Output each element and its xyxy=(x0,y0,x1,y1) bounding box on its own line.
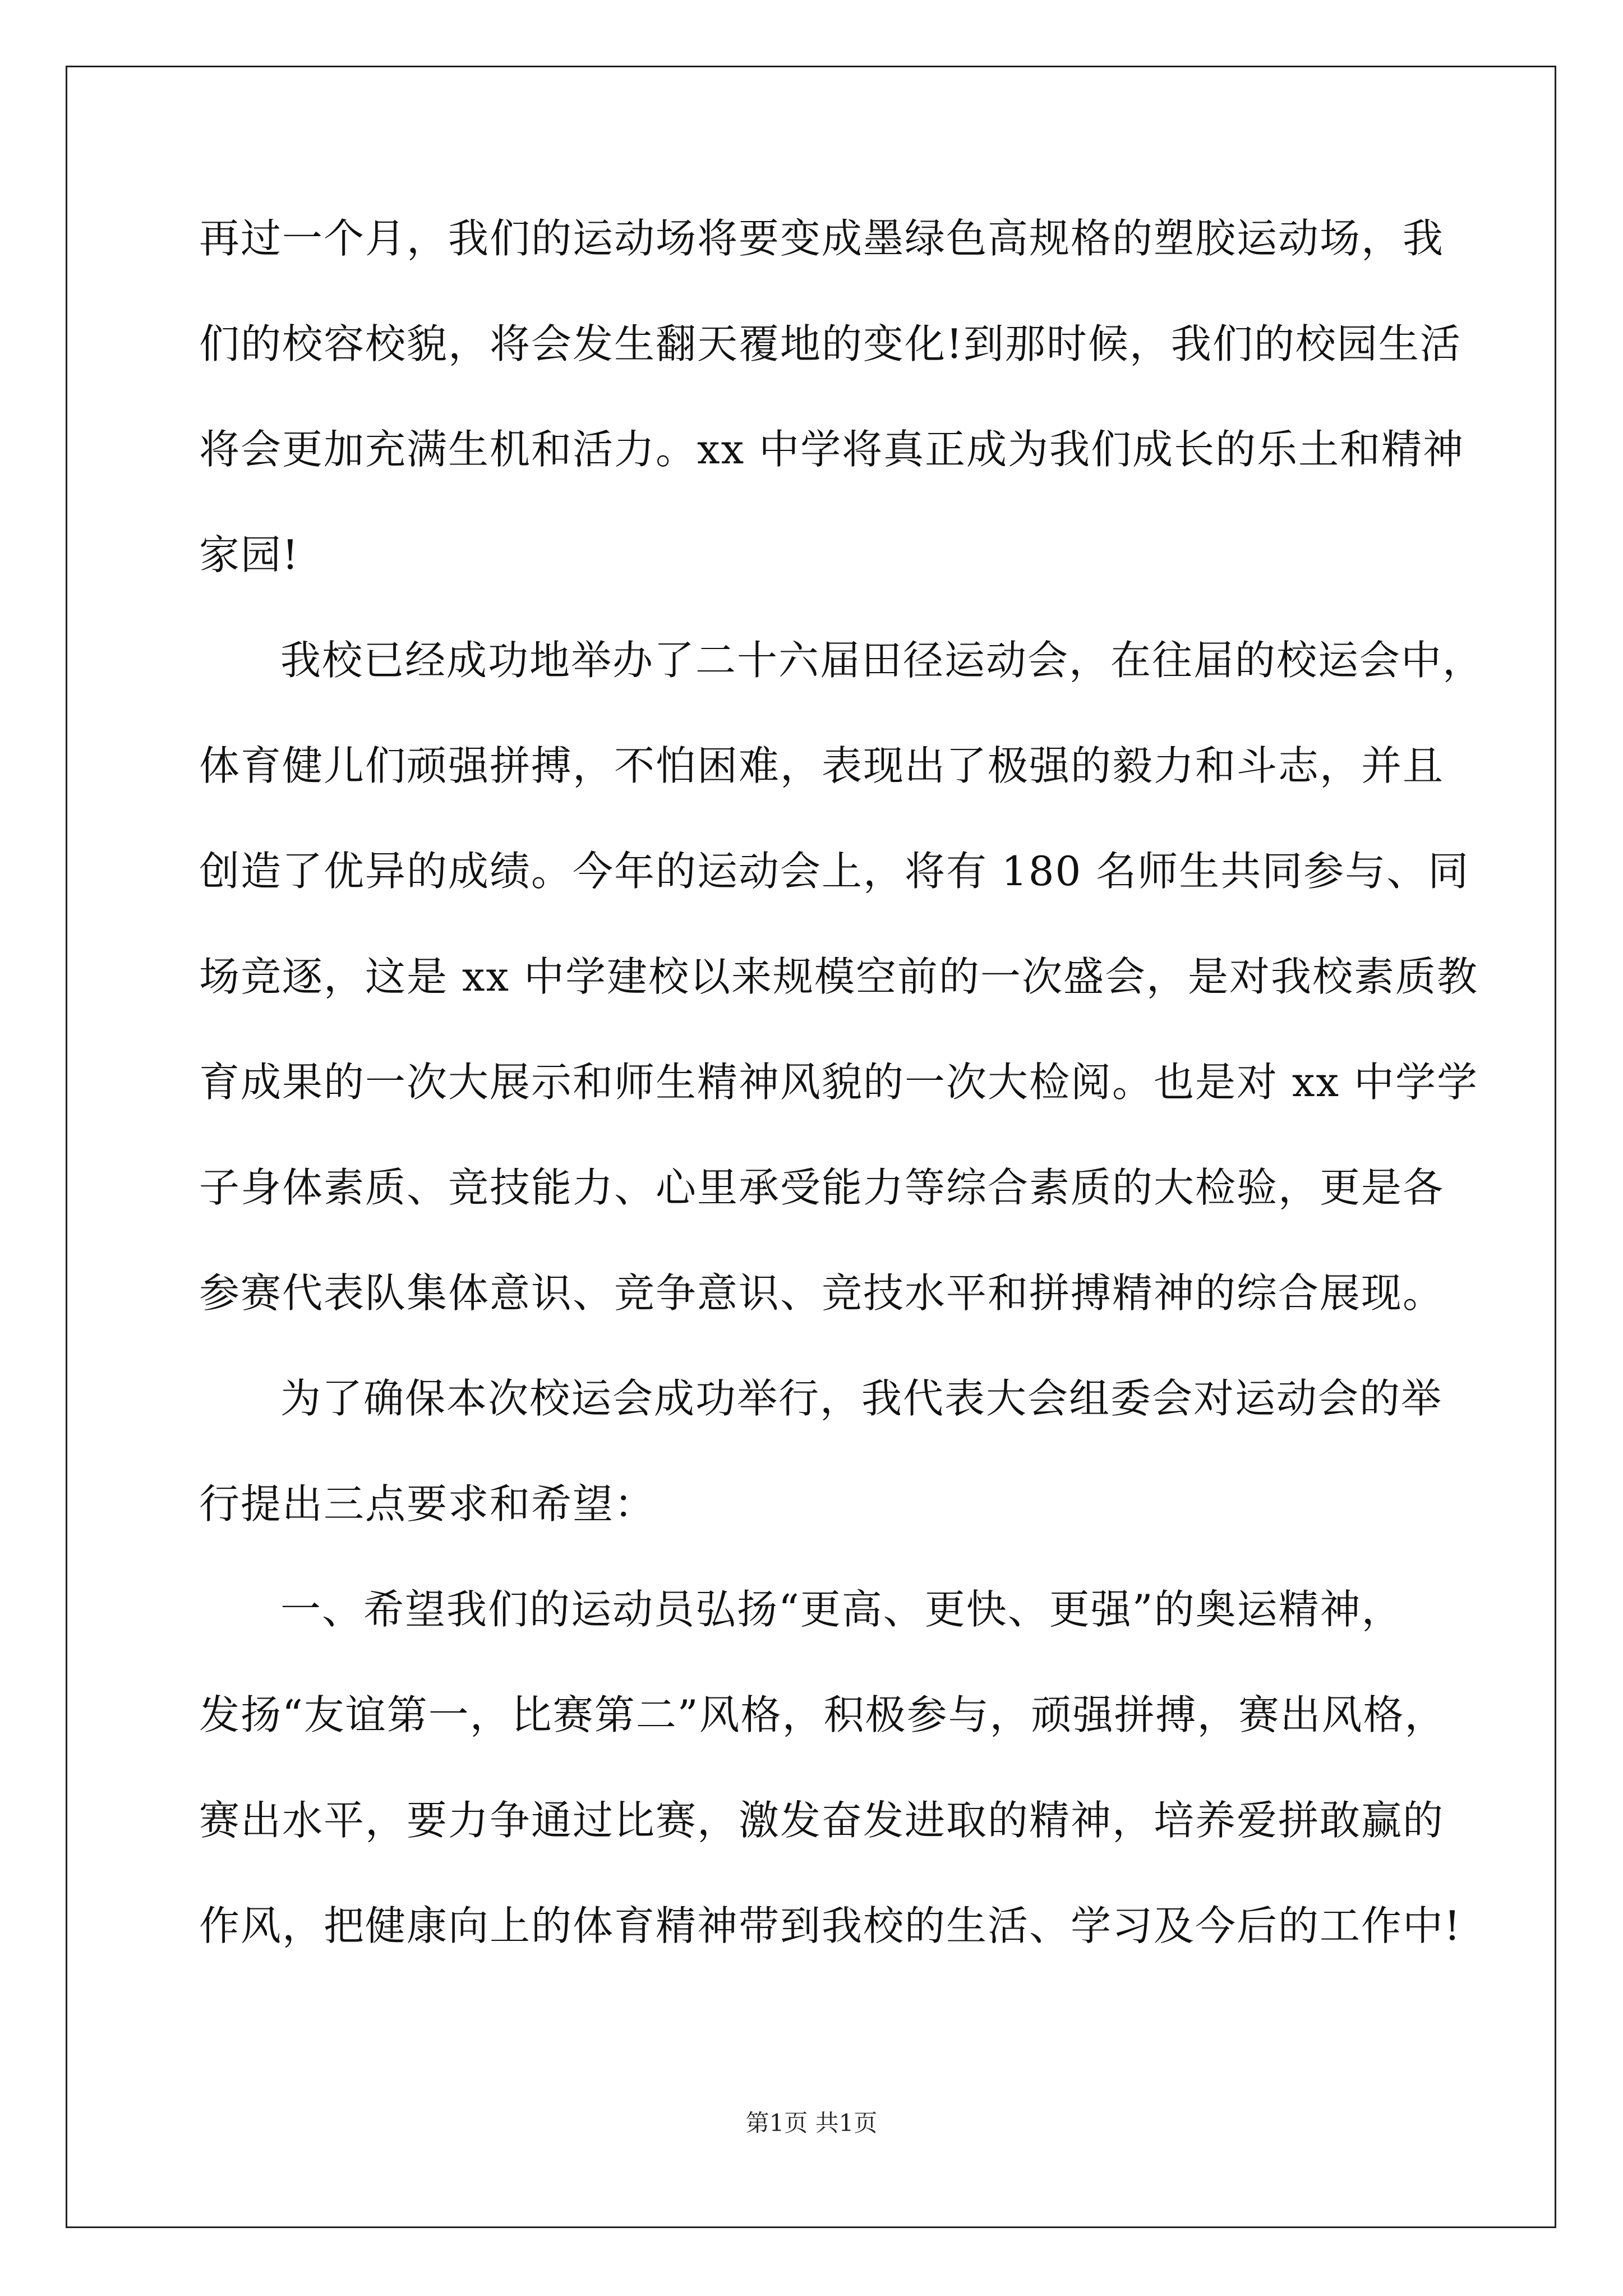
text-line: 场竞逐，这是 xx 中学建校以来规模空前的一次盛会，是对我校素质教 xyxy=(199,953,1478,1000)
text-line: 我校已经成功地举办了二十六届田径运动会，在往届的校运会中， xyxy=(280,637,1484,684)
text-line: 育成果的一次大展示和师生精神风貌的一次大检阅。也是对 xx 中学学 xyxy=(199,1059,1478,1106)
text-line: 再过一个月，我们的运动场将要变成墨绿色高规格的塑胶运动场，我 xyxy=(199,215,1445,262)
text-line: 将会更加充满生机和活力。xx 中学将真正成为我们成长的乐土和精神 xyxy=(199,426,1465,473)
text-line: 行提出三点要求和希望： xyxy=(199,1480,656,1527)
text-line: 发扬“友谊第一，比赛第二”风格，积极参与，顽强拼搏，赛出风格， xyxy=(199,1691,1446,1738)
page-number-footer: 第1页 共1页 xyxy=(745,2109,878,2137)
text-line: 参赛代表队集体意识、竞争意识、竞技水平和拼搏精神的综合展现。 xyxy=(199,1269,1445,1317)
text-line: 作风，把健康向上的体育精神带到我校的生活、学习及今后的工作中! xyxy=(199,1902,1461,1949)
text-line: 家园! xyxy=(199,531,299,578)
text-line: 赛出水平，要力争通过比赛，激发奋发进取的精神，培养爱拼敢赢的 xyxy=(199,1797,1445,1844)
text-line: 为了确保本次校运会成功举行，我代表大会组委会对运动会的举 xyxy=(280,1375,1443,1422)
text-line: 体育健儿们顽强拼搏，不怕困难，表现出了极强的毅力和斗志，并且 xyxy=(199,742,1445,789)
text-line: 们的校容校貌，将会发生翻天覆地的变化!到那时候，我们的校园生活 xyxy=(199,320,1461,367)
text-line: 子身体素质、竞技能力、心里承受能力等综合素质的大检验，更是各 xyxy=(199,1164,1445,1211)
text-line: 一、希望我们的运动员弘扬“更高、更快、更强”的奥运精神， xyxy=(280,1586,1403,1633)
text-line: 创造了优异的成绩。今年的运动会上，将有 180 名师生共同参与、同 xyxy=(199,848,1470,895)
